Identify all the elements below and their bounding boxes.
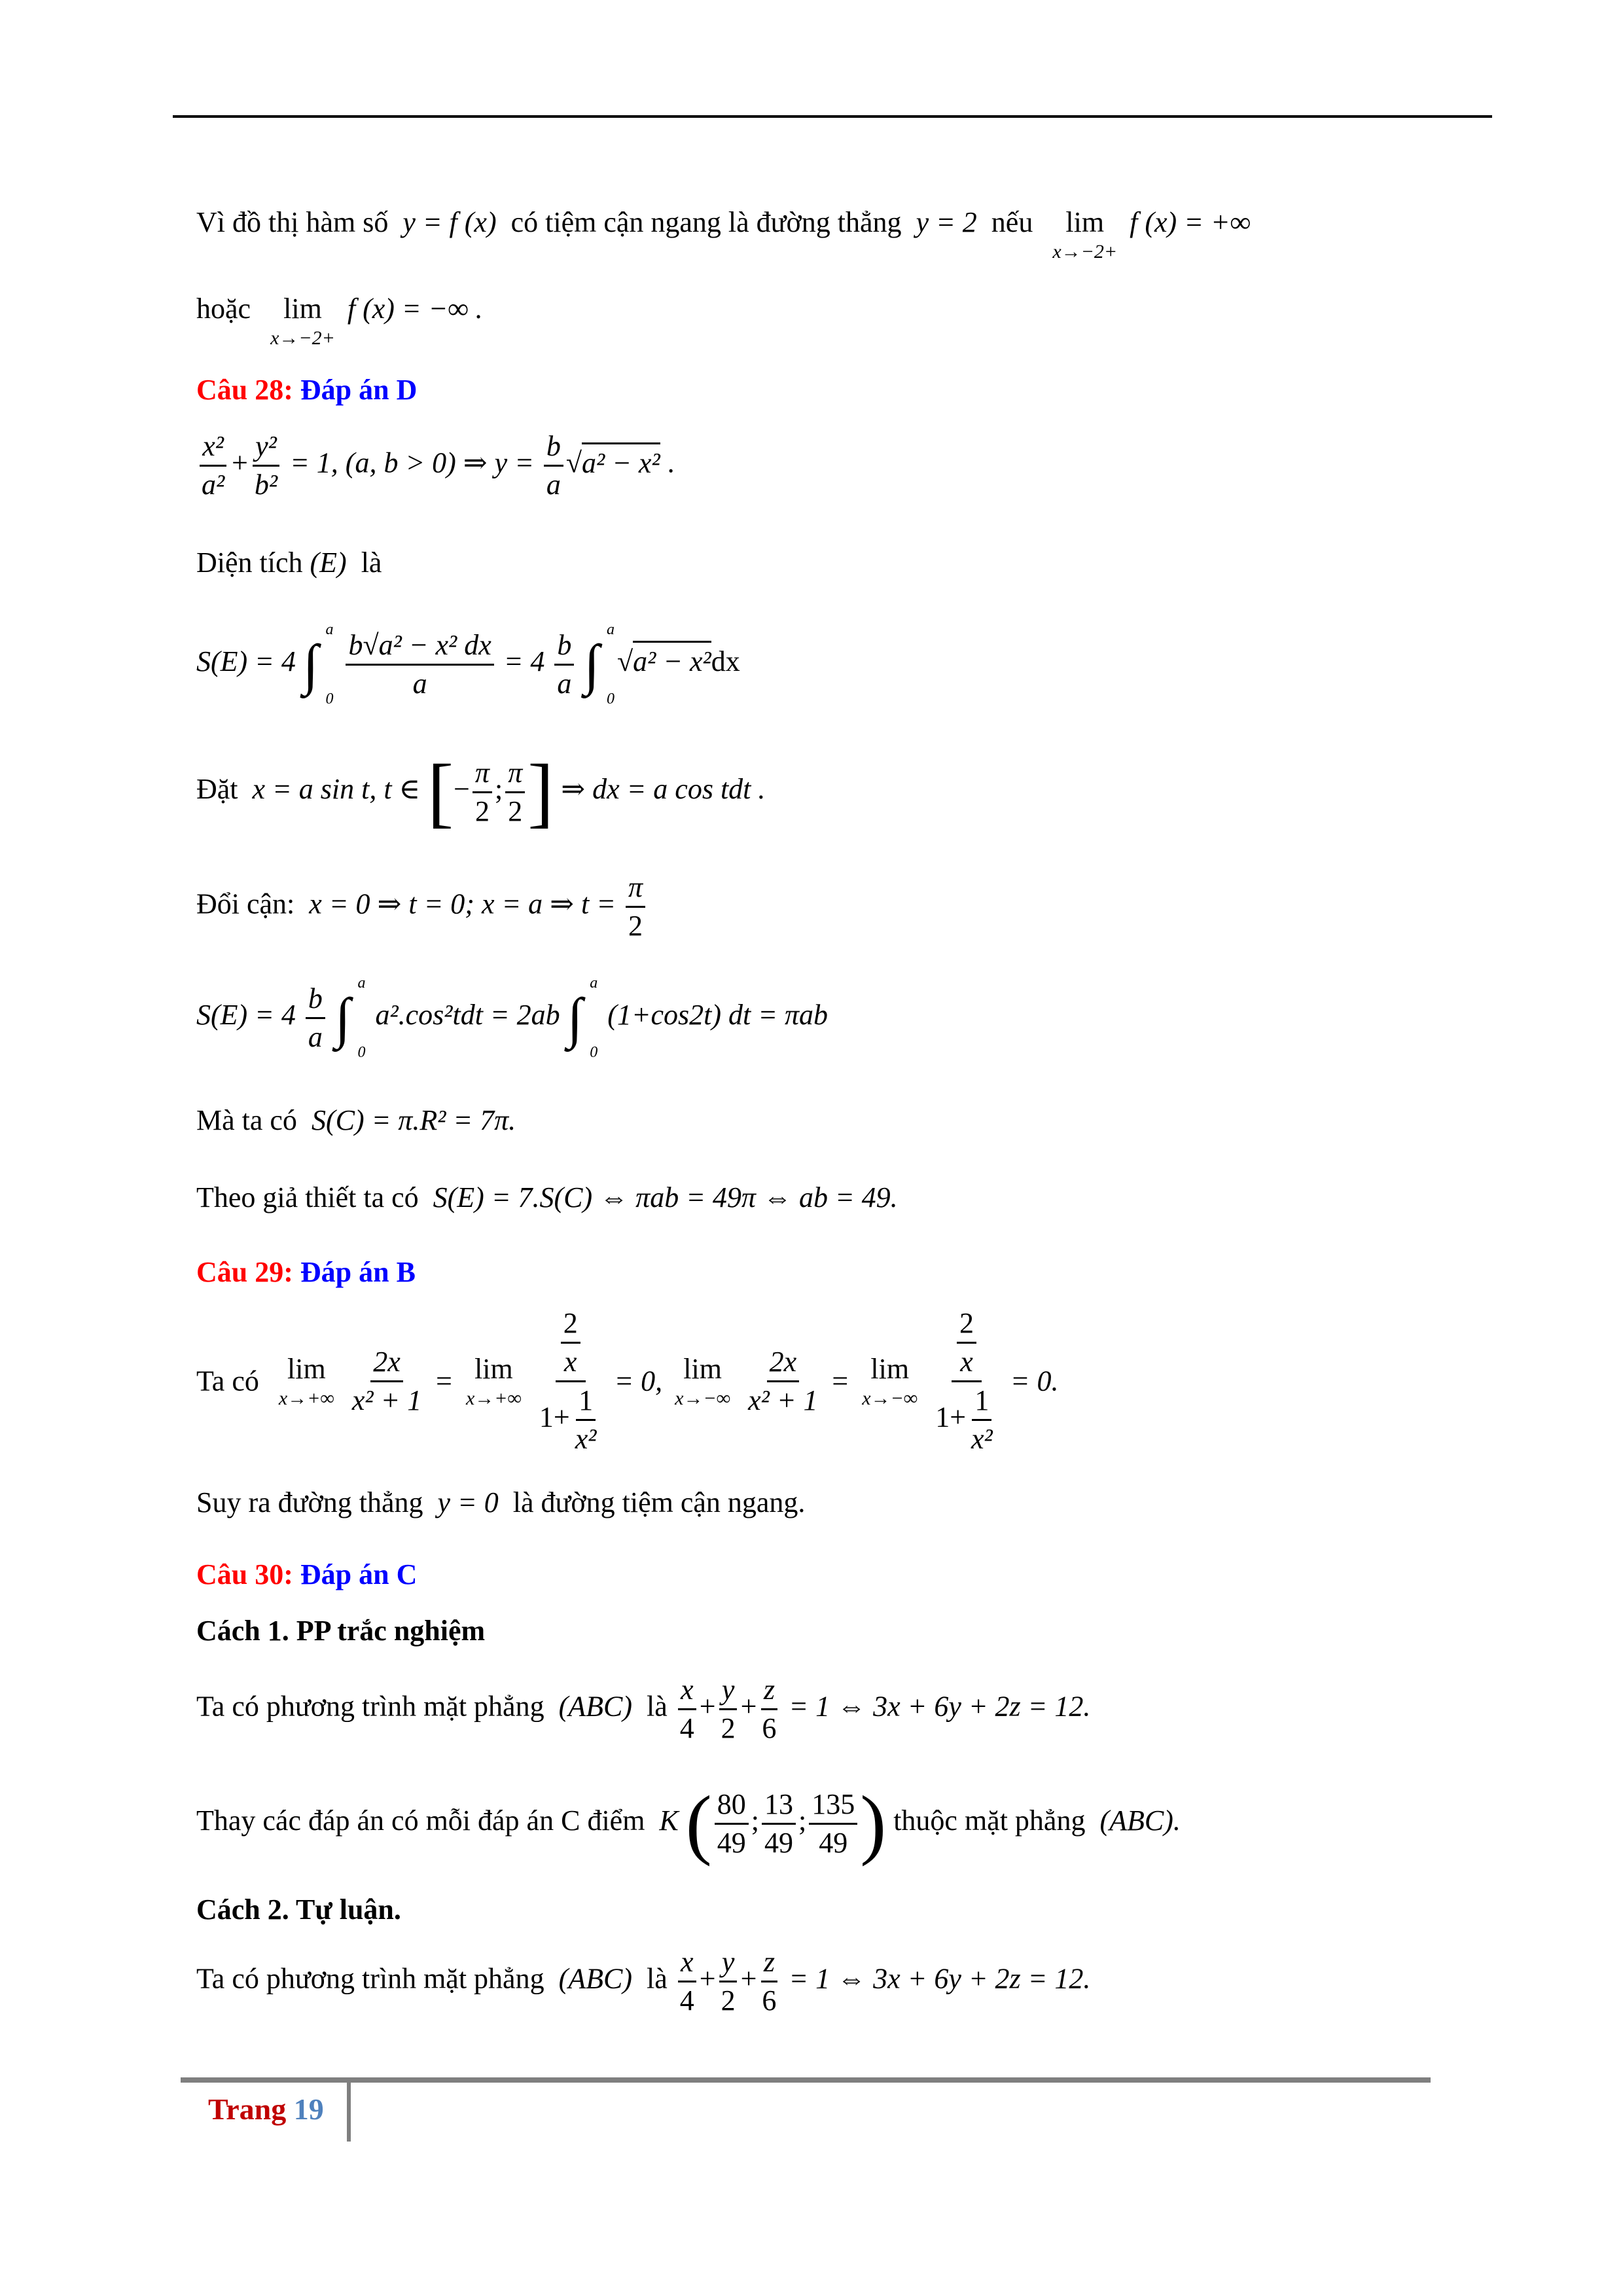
lim-sub: x→+∞ [278,1387,334,1409]
denominator: x² [575,1423,597,1455]
limit [1052,208,1117,262]
fraction [544,432,563,499]
math: = [830,1365,850,1397]
math: ⇒ dx = a cos tdt . [561,773,766,806]
plane-equation-2: Ta có phương trình mặt phẳng (ABC) là $\frac{x}{4}$ + $\frac{y}{2}$ + $\frac{z}{6}$ = 1 ⇔ 3x + 6y + 2z = 12. [196,1946,1091,2017]
point-k-line: Thay các đáp án có mỗi đáp án C điểm K ( $\frac{80}{49}$ ; $\frac{13}{49}$ ; $\frac{135}{49}$ ) thuộc mặt phẳng (ABC). [196,1780,1181,1867]
numerator: π [505,759,525,793]
fraction [759,1948,779,2015]
denominator: 2 [508,795,523,827]
limit [675,1352,731,1409]
denominator: 2 [721,1984,736,2017]
denominator: b² [254,469,278,501]
fraction [473,756,492,827]
bracket-right: ] [527,748,554,835]
fraction [554,628,574,700]
denominator: 2 [474,795,490,827]
denominator: 4 [679,1712,694,1744]
question-label: Câu 30: [196,1558,293,1590]
numerator: π [473,759,492,793]
lim-sub: x→−∞ [675,1387,731,1409]
math: x = 0 ⇒ t = 0; x = a ⇒ t = [309,888,616,920]
fraction [969,1386,995,1454]
limit [278,1352,334,1409]
denominator: 4 [679,1984,694,2017]
asymptote-paragraph [196,208,1251,262]
numerator: 13 [762,1790,796,1825]
math: S(E) = 4 [196,999,296,1031]
footer-divider [347,2081,351,2142]
area-label-line [196,548,382,577]
area-result [196,975,828,1060]
math: f (x) = −∞ . [347,293,483,325]
math: a².cos²tdt = 2ab [375,999,560,1031]
math: (ABC) [558,1962,632,1995]
fraction [349,1348,424,1415]
fraction [933,1309,1001,1454]
area-integral: S(E) = 4 ∫ a 0 $\frac{\text{b√a² − x² dx}}{a}$ = 4 $\frac{b}{a}$ ∫ a 0 √a² − x²dx [196,621,740,708]
lim-word: lim [283,293,322,325]
math: f (x) = +∞ [1130,206,1251,238]
answer-label: Đáp án B [300,1256,416,1288]
fraction [677,1676,697,1743]
math: (1+cos2t) dt = πab [607,999,829,1031]
sqrt-body: a² − x² [633,641,711,677]
math: − [454,773,470,806]
lim-word: lim [683,1352,722,1385]
denominator: 6 [762,1984,777,2017]
denominator: 49 [764,1826,793,1859]
fraction [561,1309,580,1376]
numerator: b [306,984,325,1019]
math: S(C) = π.R² = 7π. [311,1104,516,1136]
numerator: y [719,1676,738,1710]
denominator: x² [971,1423,993,1455]
fraction [626,873,645,941]
numerator: x² [200,432,226,467]
fraction [505,756,525,827]
denominator: x² + 1 [748,1384,818,1416]
fraction [809,1787,857,1859]
integral-limits [325,622,333,707]
numerator [952,1309,982,1382]
upper-limit: a [325,621,334,638]
text: là đường tiệm cận ngang. [512,1486,806,1518]
text: Cách 1. PP trắc nghiệm [196,1615,486,1647]
fraction [715,1787,749,1859]
question-30-heading [196,1560,417,1589]
denominator: x² + 1 [351,1384,422,1416]
numerator: 1 [972,1386,991,1421]
denominator: x [960,1346,973,1378]
answer-label: Đáp án C [300,1558,418,1590]
fraction [346,628,493,700]
text: Ta có phương trình mặt phẳng [196,1690,544,1723]
lim-word: lim [1065,206,1105,238]
fraction [199,432,227,499]
numerator: y² [253,432,279,467]
fraction [957,1309,976,1376]
lim-sub: x→−2+ [270,327,335,349]
text: có tiệm cận ngang là đường thẳng [510,206,902,238]
upper-limit: a [590,975,598,992]
denominator: a [412,667,427,700]
numerator: 2x [370,1348,403,1382]
question-label: Câu 28: [196,374,293,406]
fraction [537,1309,605,1454]
fraction [719,1948,738,2015]
denominator: 49 [717,1826,746,1859]
math: y = f (x) [402,206,497,238]
text: là [647,1690,668,1723]
numerator [556,1309,586,1382]
lim-sub: x→−2+ [1052,241,1118,262]
numerator: b [544,432,563,467]
bounds-line [196,873,648,941]
denominator: a² [202,469,225,501]
paren-left: ( [685,1780,712,1867]
denominator: a [308,1020,323,1053]
lim-word: lim [870,1352,910,1385]
math: = 0. [1010,1365,1059,1397]
math: = 0, [614,1365,663,1397]
lower-limit: 0 [606,691,615,708]
numerator: z [761,1948,777,1982]
integral-sign: ∫ [584,633,599,696]
numerator: 2x [767,1348,800,1382]
denominator: 6 [762,1712,777,1744]
answer-label: Đáp án D [300,374,418,406]
text: thuộc mặt phẳng [893,1804,1086,1837]
integral-sign: ∫ [302,633,319,696]
denominator [537,1382,605,1454]
question-29-heading [196,1258,416,1287]
limit-computation [196,1309,1058,1454]
limit [270,295,335,348]
lower-limit: 0 [357,1044,366,1061]
method-2-title [196,1895,401,1924]
plane-equation-1: Ta có phương trình mặt phẳng (ABC) là $\frac{x}{4}$ + $\frac{y}{2}$ + $\frac{z}{6}$ = 1 ⇔ 3x + 6y + 2z = 12. [196,1674,1091,1744]
numerator: y [719,1948,738,1982]
math: K [659,1804,679,1837]
question-label: Câu 29: [196,1256,293,1288]
numerator: 1 [576,1386,596,1421]
math: x = a sin t, t ∈ [252,773,421,806]
numerator: b√a² − x² dx [346,631,493,666]
asymptote-paragraph-2 [196,295,483,348]
denominator: x [563,1346,577,1378]
denominator [933,1382,1001,1454]
numerator: 2 [561,1309,580,1344]
math: (E) [310,547,347,579]
math: = 1 ⇔ 3x + 6y + 2z = 12. [789,1690,1091,1723]
numerator: z [761,1676,777,1710]
lower-limit: 0 [590,1044,598,1061]
denominator: a [546,469,561,501]
math: y = 0 [437,1486,499,1518]
numerator: 135 [809,1790,857,1825]
lim-word: lim [474,1352,513,1385]
text: Diện tích [196,547,303,579]
text: Ta có phương trình mặt phẳng [196,1962,544,1995]
page-value: 19 [293,2092,324,2126]
text: Mà ta có [196,1104,297,1136]
sqrt-body: a² − x² [582,442,660,479]
math: (ABC) [558,1690,632,1723]
math: 1+ [539,1401,570,1433]
fraction [745,1348,820,1415]
text: là [361,547,382,579]
text: Suy ra đường thẳng [196,1486,423,1518]
bracket-left: [ [427,748,454,835]
fraction [306,984,325,1052]
limit [862,1352,918,1409]
fraction [759,1676,779,1743]
math: = [434,1365,454,1397]
hypothesis-line [196,1183,898,1212]
numerator: x [678,1676,696,1710]
fraction [719,1676,738,1743]
math: S(E) = 4 [196,645,296,678]
denominator: 49 [819,1826,848,1859]
question-28-heading [196,376,417,404]
math: (ABC). [1099,1804,1181,1837]
integral-sign: ∫ [567,986,583,1049]
lim-sub: x→+∞ [465,1387,522,1409]
fraction [677,1948,697,2015]
fraction [573,1386,599,1454]
text: Đặt [196,773,238,806]
text: nếu [991,206,1033,238]
text: Vì đồ thị hàm số [196,206,389,238]
text: . [667,446,675,479]
math: dx [711,645,740,678]
limit [465,1352,522,1409]
text: Đổi cận: [196,888,295,920]
text: Cách 2. Tự luận. [196,1893,401,1926]
text: Theo giả thiết ta có [196,1181,419,1213]
math: S(E) = 7.S(C) ⇔ πab = 49π ⇔ ab = 49. [433,1181,898,1213]
page-number [208,2092,324,2126]
paren-right: ) [860,1780,887,1867]
header-rule [173,115,1492,118]
math: = 1, (a, b > 0) ⇒ y = [290,446,534,479]
upper-limit: a [606,621,615,638]
substitution-line [196,748,766,835]
upper-limit: a [357,975,366,992]
text: Ta có [196,1365,259,1397]
lim-word: lim [287,1352,326,1385]
numerator: x [678,1948,696,1982]
text: Thay các đáp án có mỗi đáp án C điểm [196,1804,645,1837]
numerator: 80 [715,1790,749,1825]
asymptote-conclusion [196,1488,805,1517]
math: = 4 [503,645,545,678]
numerator: π [626,873,645,908]
integral-limits [607,622,615,707]
math: y = 2 [916,206,977,238]
text: là [647,1962,668,1995]
integral-limits [590,975,597,1060]
math: ; [494,773,503,806]
text: hoặc [196,293,251,325]
denominator: 2 [628,910,643,942]
denominator: 2 [721,1712,736,1744]
lim-sub: x→−∞ [862,1387,918,1409]
fraction [252,432,280,499]
integral-limits [357,975,365,1060]
denominator: a [557,667,572,700]
footer-rule [181,2077,1431,2083]
circle-area-line [196,1106,516,1135]
page-label: Trang [208,2092,287,2126]
method-1-title [196,1617,485,1645]
ellipse-equation: $\frac{\text{x²}}{\text{a²}}$ + $\frac{\text{y²}}{\text{b²}}$ = 1, (a, b > 0) ⇒ y = $\frac{b}{a}$ √a² − x² . [196,432,675,499]
fraction [762,1787,796,1859]
lower-limit: 0 [325,691,334,708]
math: = 1 ⇔ 3x + 6y + 2z = 12. [789,1962,1091,1995]
math: 1+ [935,1401,967,1433]
numerator: b [554,631,574,666]
numerator: 2 [957,1309,976,1344]
integral-sign: ∫ [334,986,351,1049]
